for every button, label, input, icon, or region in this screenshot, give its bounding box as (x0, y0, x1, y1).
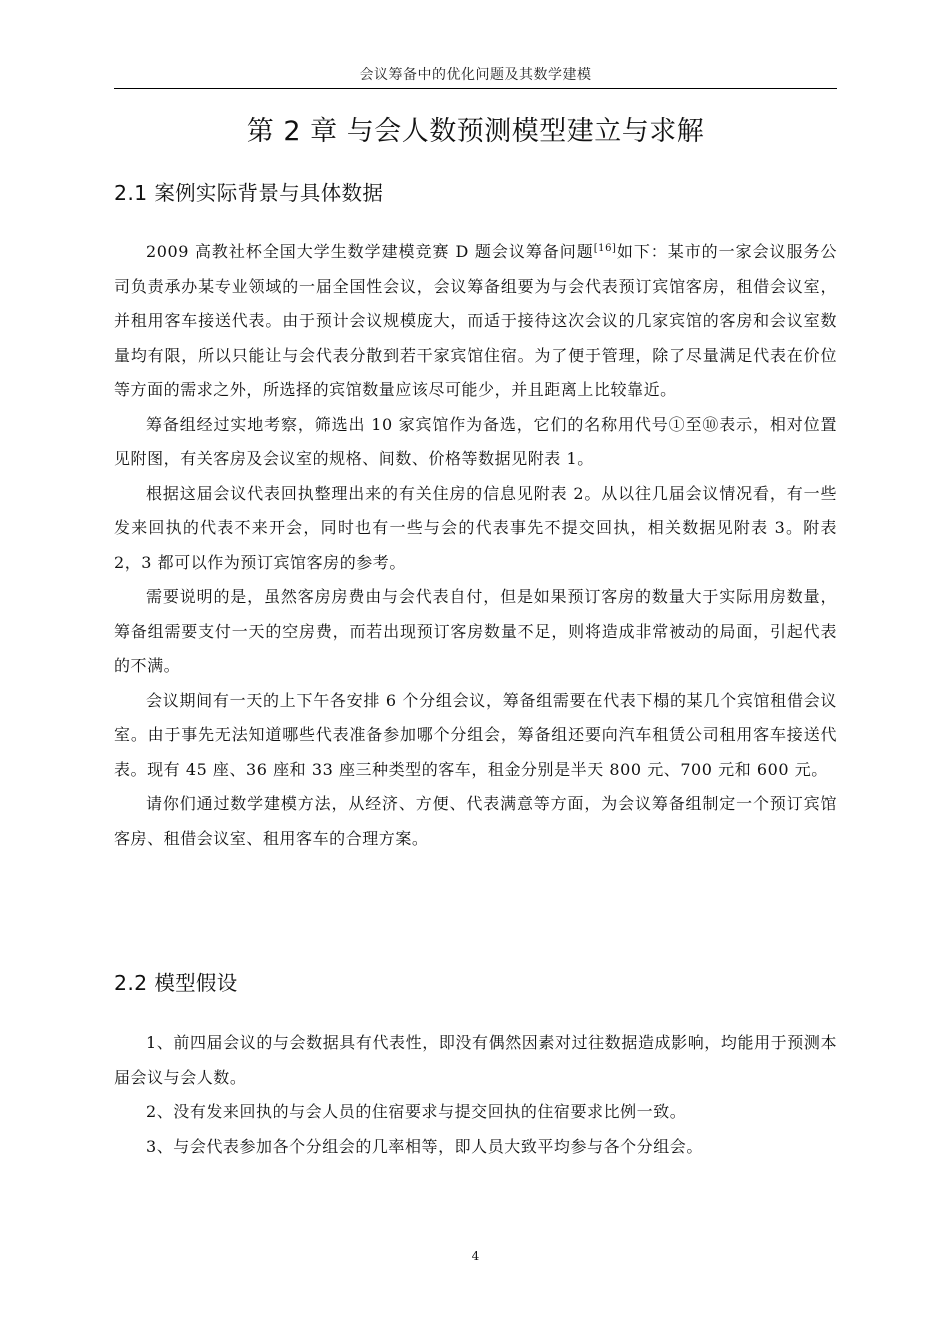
citation-16: [16] (593, 243, 617, 254)
paragraph-1-text-a: 2009 高教社杯全国大学生数学建模竞赛 D 题会议筹备问题 (146, 242, 594, 261)
section-2-2-body (114, 1026, 837, 1164)
chapter-title: 第 2 章 与会人数预测模型建立与求解 (246, 116, 705, 147)
paragraph-5: 会议期间有一天的上下午各安排 6 个分组会议，筹备组需要在代表下榻的某几个宾馆租借会议室。由于事先无法知道哪些代表准备参加哪个分组会，筹备组还要向汽车租赁公司租用客车接送代表。现有 45 座、36 座和 33 座三种类型的客车，租金分别是半天 800 元、700 元和 600 元。 (114, 690, 837, 779)
paragraph-1-text-b: 如下：某市的一家会议服务公司负责承办某专业领域的一届全国性会议，会议筹备组要为与会代表预订宾馆客房，租借会议室，并租用客车接送代表。由于预计会议规模庞大，而适于接待这次会议的几家宾馆的客房和会议室数量均有限，所以只能让与会代表分散到若干家宾馆住宿。为了便于管理，除了尽量满足代表在价位等方面的需求之外，所选择的宾馆数量应该尽可能少，并且距离上比较靠近。 (114, 242, 837, 399)
paragraph-4: 需要说明的是，虽然客房房费由与会代表自付，但是如果预订客房的数量大于实际用房数量，筹备组需要支付一天的空房费，而若出现预订客房数量不足，则将造成非常被动的局面，引起代表的不满。 (114, 587, 837, 675)
section-2-1-body (114, 235, 837, 856)
page-number: 4 (471, 1249, 480, 1263)
paragraph-6: 请你们通过数学建模方法，从经济、方便、代表满意等方面，为会议筹备组制定一个预订宾馆客房、租借会议室、租用客车的合理方案。 (114, 794, 837, 848)
section-title-2-1: 2.1 案例实际背景与具体数据 (114, 181, 384, 205)
assumption-item: 1、前四届会议的与会数据具有代表性，即没有偶然因素对过往数据造成影响，均能用于预测本届会议与会人数。 (114, 1033, 837, 1087)
header-rule (114, 88, 837, 89)
running-header: 会议筹备中的优化问题及其数学建模 (359, 67, 592, 83)
paragraph-3: 根据这届会议代表回执整理出来的有关住房的信息见附表 2。从以往几届会议情况看，有一些发来回执的代表不来开会，同时也有一些与会的代表事先不提交回执，相关数据见附表 3。附表 2，3 都可以作为预订宾馆客房的参考。 (114, 483, 837, 572)
paragraph-1 (114, 235, 837, 408)
assumption-item: 2、没有发来回执的与会人员的住宿要求与提交回执的住宿要求比例一致。 (146, 1102, 687, 1121)
assumption-item: 3、与会代表参加各个分组会的几率相等，即人员大致平均参与各个分组会。 (146, 1136, 703, 1156)
section-title-2-2: 2.2 模型假设 (114, 971, 238, 995)
paragraph-2: 筹备组经过实地考察，筛选出 10 家宾馆作为备选，它们的名称用代号①至⑩表示，相对位置见附图，有关客房及会议室的规格、间数、价格等数据见附表 1。 (114, 414, 837, 468)
